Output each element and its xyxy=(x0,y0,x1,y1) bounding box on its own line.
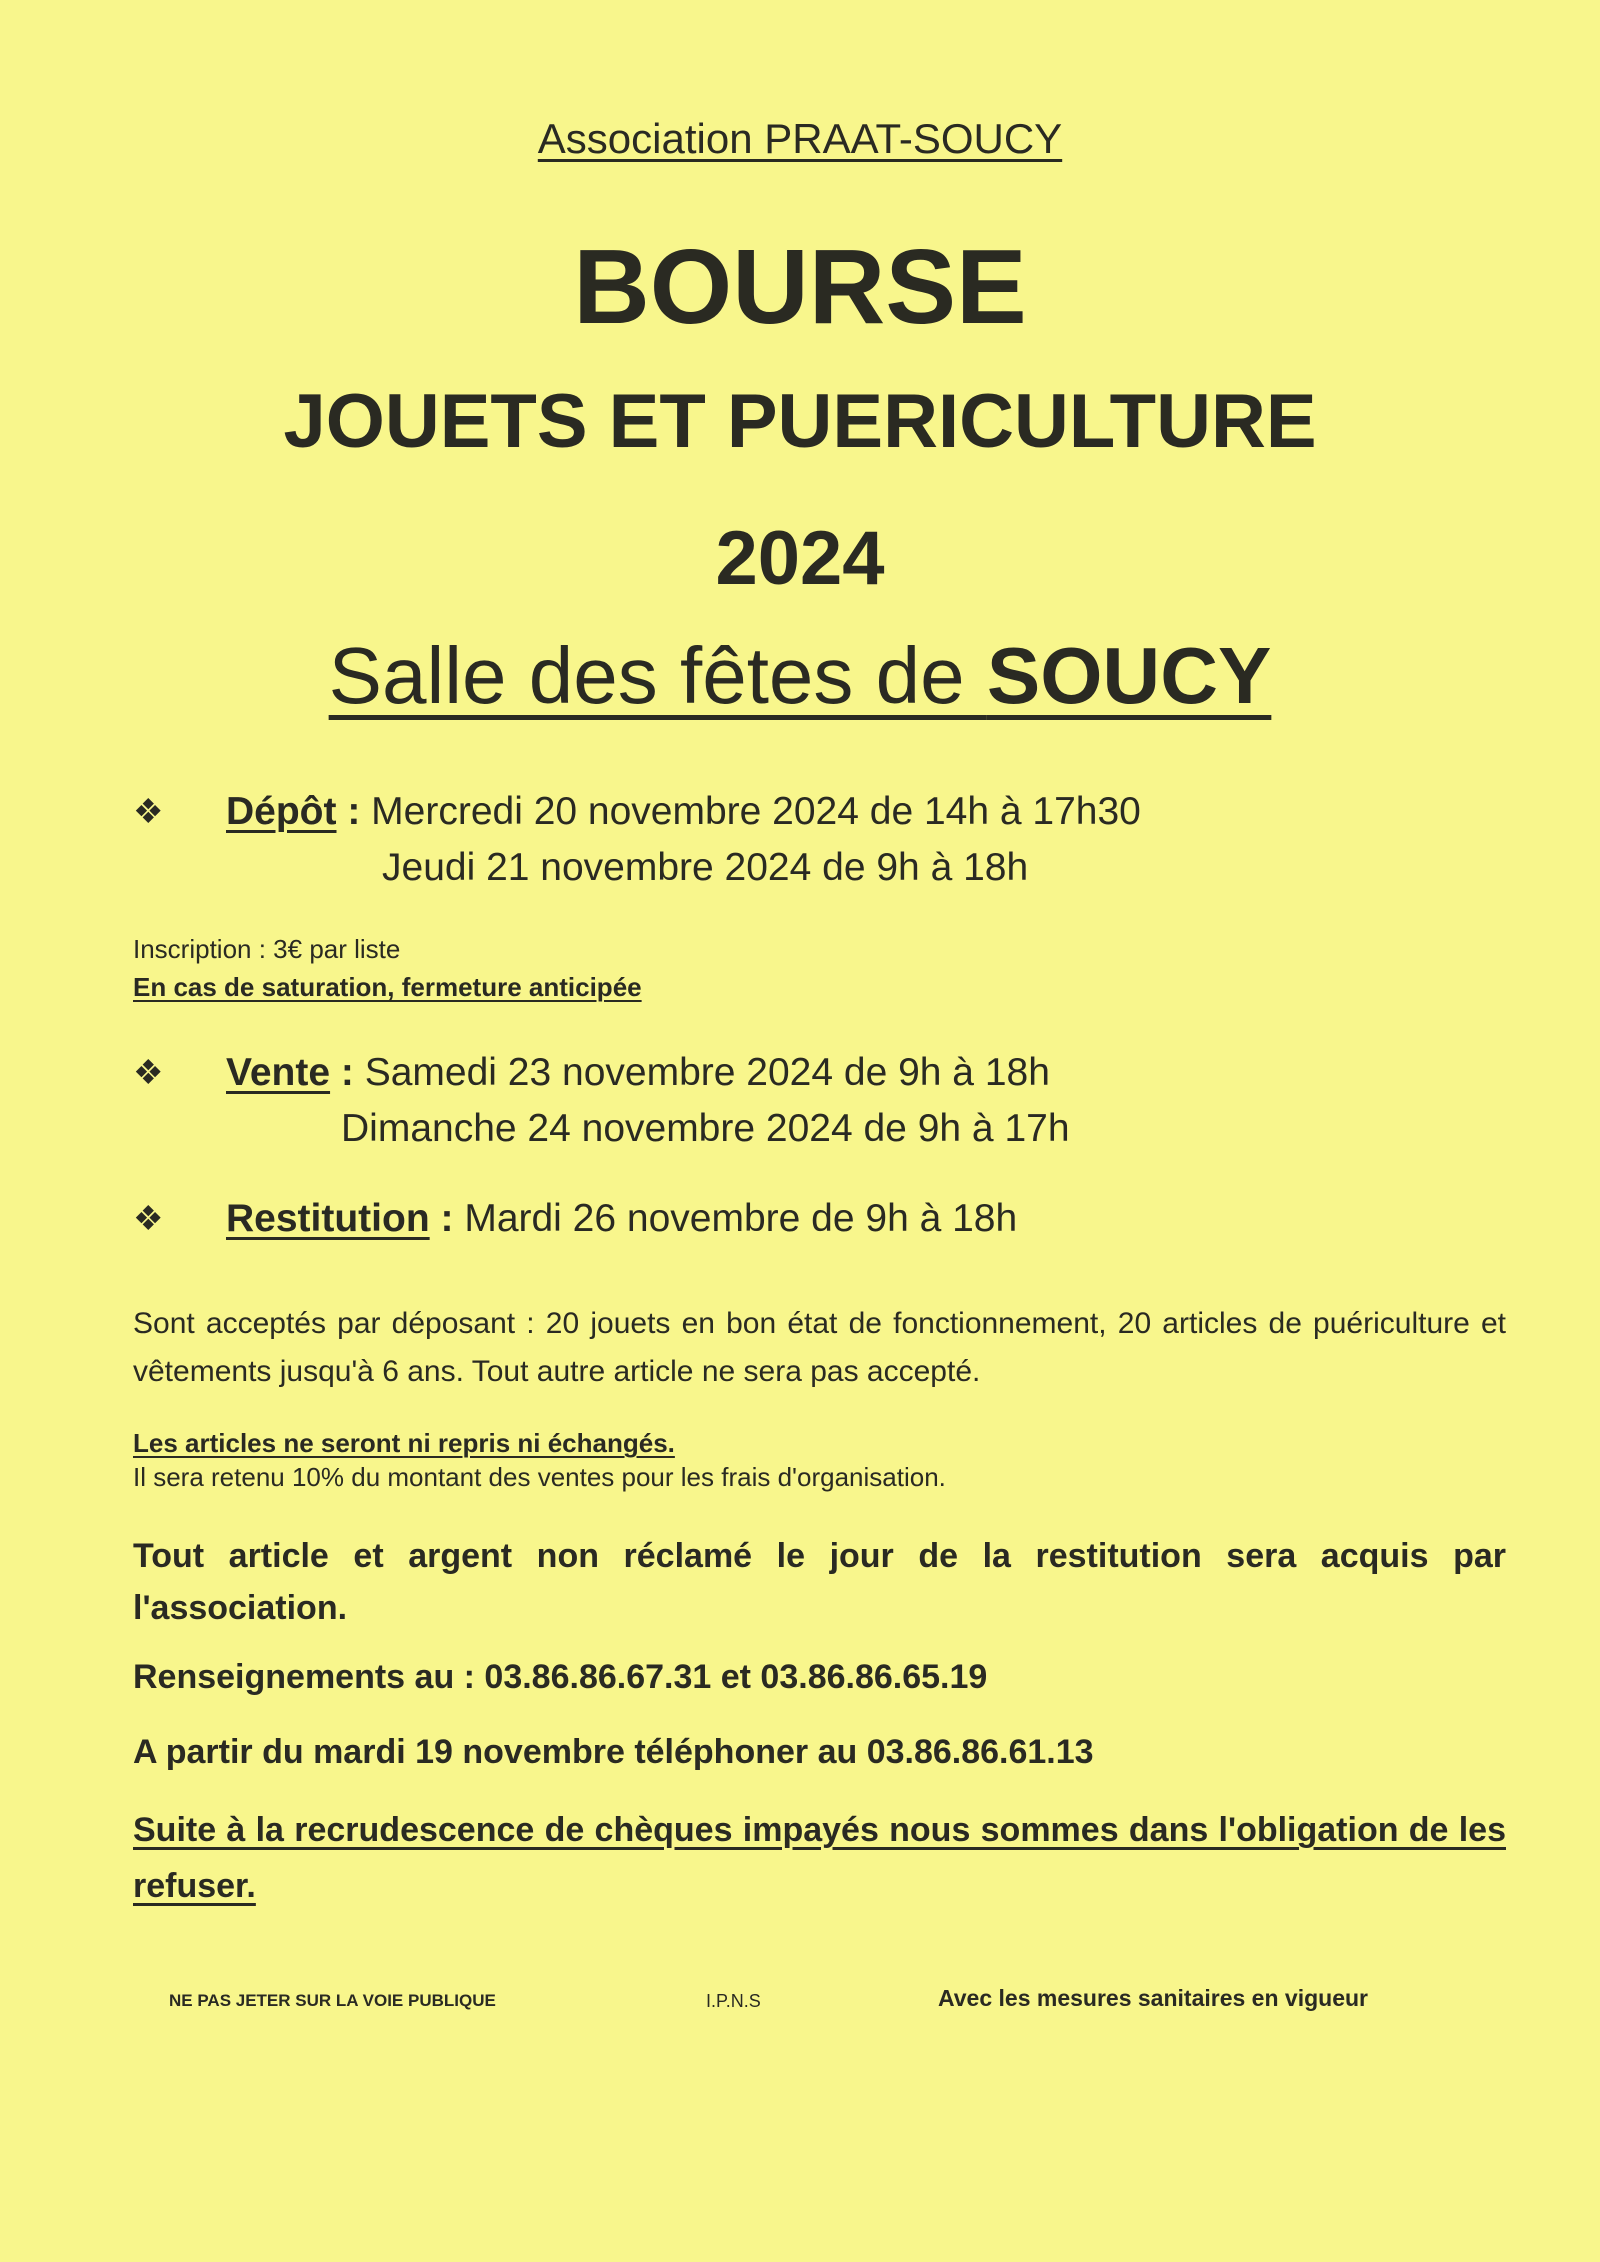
cheques-text: Suite à la recrudescence de chèques impayés nous sommes dans l'obligation de les refuser. xyxy=(133,1811,1506,1905)
venue-town: SOUCY xyxy=(986,631,1272,720)
inscription-fee: Inscription : 3€ par liste xyxy=(133,934,401,964)
association-text: Association PRAAT-SOUCY xyxy=(537,115,1063,162)
footer-left: NE PAS JETER SUR LA VOIE PUBLIQUE xyxy=(169,1991,496,2010)
association-name xyxy=(0,115,1600,162)
event-subtitle: JOUETS ET PUERICULTURE xyxy=(283,379,1317,464)
info-phones: Renseignements au : 03.86.86.67.31 et 03.86.86.65.19 xyxy=(133,1658,988,1696)
schedule-label: Dépôt xyxy=(226,790,337,833)
event-year: 2024 xyxy=(715,516,885,601)
schedule-depot xyxy=(226,792,1141,831)
separator: : xyxy=(429,1197,465,1240)
schedule-line: Mardi 26 novembre de 9h à 18h xyxy=(464,1197,1018,1240)
schedule-label: Restitution xyxy=(226,1197,430,1240)
bullet-icon: ❖ xyxy=(133,1054,164,1092)
bullet-icon: ❖ xyxy=(133,793,164,831)
separator: : xyxy=(330,1051,365,1094)
phone-from-date: A partir du mardi 19 novembre téléphoner au 03.86.86.61.13 xyxy=(133,1733,1094,1771)
bullet-icon: ❖ xyxy=(133,1200,164,1238)
no-return-notice: Les articles ne seront ni repris ni échangés. xyxy=(133,1428,675,1458)
footer-right: Avec les mesures sanitaires en vigueur xyxy=(938,1985,1368,2011)
fee-notice: Il sera retenu 10% du montant des ventes pour les frais d'organisation. xyxy=(133,1462,946,1492)
schedule-vente xyxy=(226,1053,1050,1092)
event-title: BOURSE xyxy=(573,228,1027,346)
schedule-line: Jeudi 21 novembre 2024 de 9h à 18h xyxy=(382,846,1029,889)
saturation-notice: En cas de saturation, fermeture anticipée xyxy=(133,972,642,1002)
schedule-line: Samedi 23 novembre 2024 de 9h à 18h xyxy=(364,1051,1050,1094)
footer-ipns: I.P.N.S xyxy=(706,1991,761,2011)
schedule-line: Dimanche 24 novembre 2024 de 9h à 17h xyxy=(341,1107,1070,1150)
accepted-items: Sont acceptés par déposant : 20 jouets en bon état de fonctionnement, 20 articles de puériculture et vêtements jusqu'à 6 ans. Tout autre article ne sera pas accepté. xyxy=(133,1307,1506,1388)
venue xyxy=(0,631,1600,720)
cheques-notice xyxy=(133,1802,1506,1914)
venue-prefix: Salle des fêtes de xyxy=(328,631,987,720)
schedule-restitution xyxy=(226,1199,1017,1238)
schedule-label: Vente xyxy=(226,1051,331,1094)
separator: : xyxy=(336,790,372,833)
venue-text xyxy=(329,631,1272,720)
unclaimed-notice: Tout article et argent non réclamé le jour de la restitution sera acquis par l'association. xyxy=(133,1537,1506,1627)
schedule-line: Mercredi 20 novembre 2024 de 14h à 17h30 xyxy=(371,790,1141,833)
